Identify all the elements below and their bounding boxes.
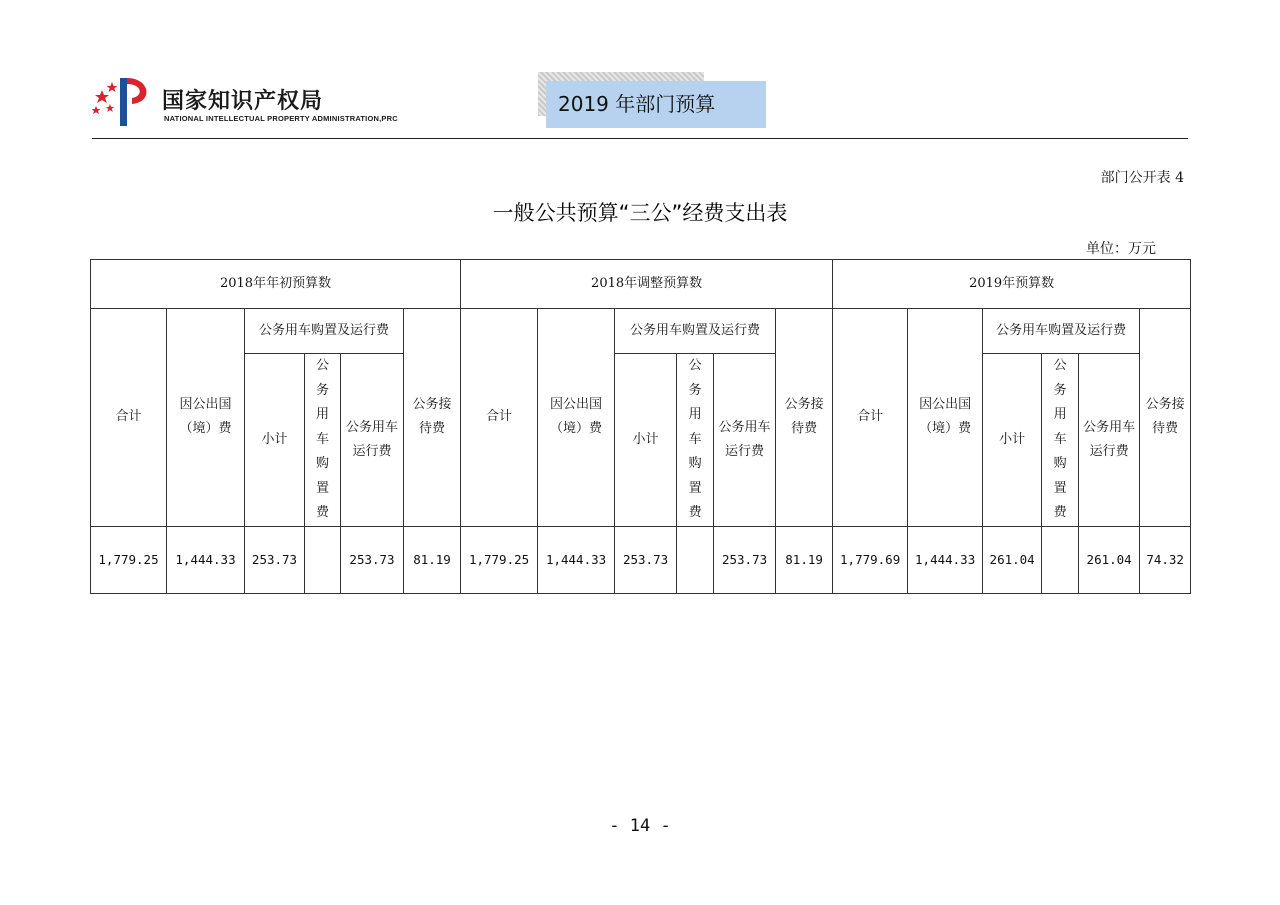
col-vehicle: 公务用车购置及运行费 (983, 309, 1140, 354)
col-total: 合计 (833, 309, 908, 527)
table-cell (677, 526, 714, 593)
group-header: 2018年年初预算数 (91, 260, 461, 309)
sub-column-header-row (91, 354, 1191, 527)
col-reception: 公务接待费 (404, 309, 461, 527)
col-operation: 公务用车运行费 (1079, 354, 1140, 527)
header-divider (92, 138, 1188, 139)
col-total: 合计 (91, 309, 167, 527)
table-row (91, 526, 1191, 593)
group-header-row (91, 260, 1191, 309)
table-cell (305, 526, 341, 593)
table-cell: 253.73 (714, 526, 776, 593)
col-subtotal: 小计 (983, 354, 1042, 527)
col-abroad: 因公出国（境）费 (908, 309, 983, 527)
table-cell: 1,444.33 (167, 526, 245, 593)
table-cell: 261.04 (1079, 526, 1140, 593)
col-operation: 公务用车运行费 (714, 354, 776, 527)
col-subtotal: 小计 (245, 354, 305, 527)
table-cell: 81.19 (776, 526, 833, 593)
group-header: 2019年预算数 (833, 260, 1191, 309)
col-total: 合计 (461, 309, 538, 527)
three-public-expense-table (90, 259, 1191, 594)
group-header: 2018年调整预算数 (461, 260, 833, 309)
page-number: - 14 - (609, 816, 671, 836)
logo-chinese-name: 国家知识产权局 (162, 89, 324, 114)
col-reception: 公务接待费 (776, 309, 833, 527)
table-cell: 1,779.25 (91, 526, 167, 593)
unit-label: 单位：万元 (1086, 241, 1156, 257)
table-cell: 261.04 (983, 526, 1042, 593)
column-header-row (91, 309, 1191, 354)
table-cell: 1,444.33 (908, 526, 983, 593)
logo-english-name: NATIONAL INTELLECTUAL PROPERTY ADMINISTRATION,PRC (164, 114, 398, 123)
col-abroad: 因公出国（境）费 (538, 309, 615, 527)
col-reception: 公务接待费 (1140, 309, 1191, 527)
document-title: 一般公共预算“三公”经费支出表 (492, 201, 788, 225)
col-vehicle: 公务用车购置及运行费 (245, 309, 404, 354)
budget-year-banner: 2019 年部门预算 (546, 81, 766, 128)
table-cell (1042, 526, 1079, 593)
table-cell: 1,444.33 (538, 526, 615, 593)
table-cell: 253.73 (341, 526, 404, 593)
agency-logo (92, 74, 412, 130)
table-cell: 1,779.25 (461, 526, 538, 593)
col-purchase: 公务用车购置费 (677, 354, 714, 527)
col-subtotal: 小计 (615, 354, 677, 527)
col-purchase: 公务用车购置费 (305, 354, 341, 527)
col-abroad: 因公出国（境）费 (167, 309, 245, 527)
col-operation: 公务用车运行费 (341, 354, 404, 527)
col-vehicle: 公务用车购置及运行费 (615, 309, 776, 354)
logo-emblem-icon (92, 74, 158, 130)
table-number: 部门公开表 4 (1100, 170, 1184, 186)
col-purchase: 公务用车购置费 (1042, 354, 1079, 527)
table-cell: 253.73 (245, 526, 305, 593)
table-cell: 81.19 (404, 526, 461, 593)
table-cell: 74.32 (1140, 526, 1191, 593)
table-cell: 1,779.69 (833, 526, 908, 593)
table-cell: 253.73 (615, 526, 677, 593)
